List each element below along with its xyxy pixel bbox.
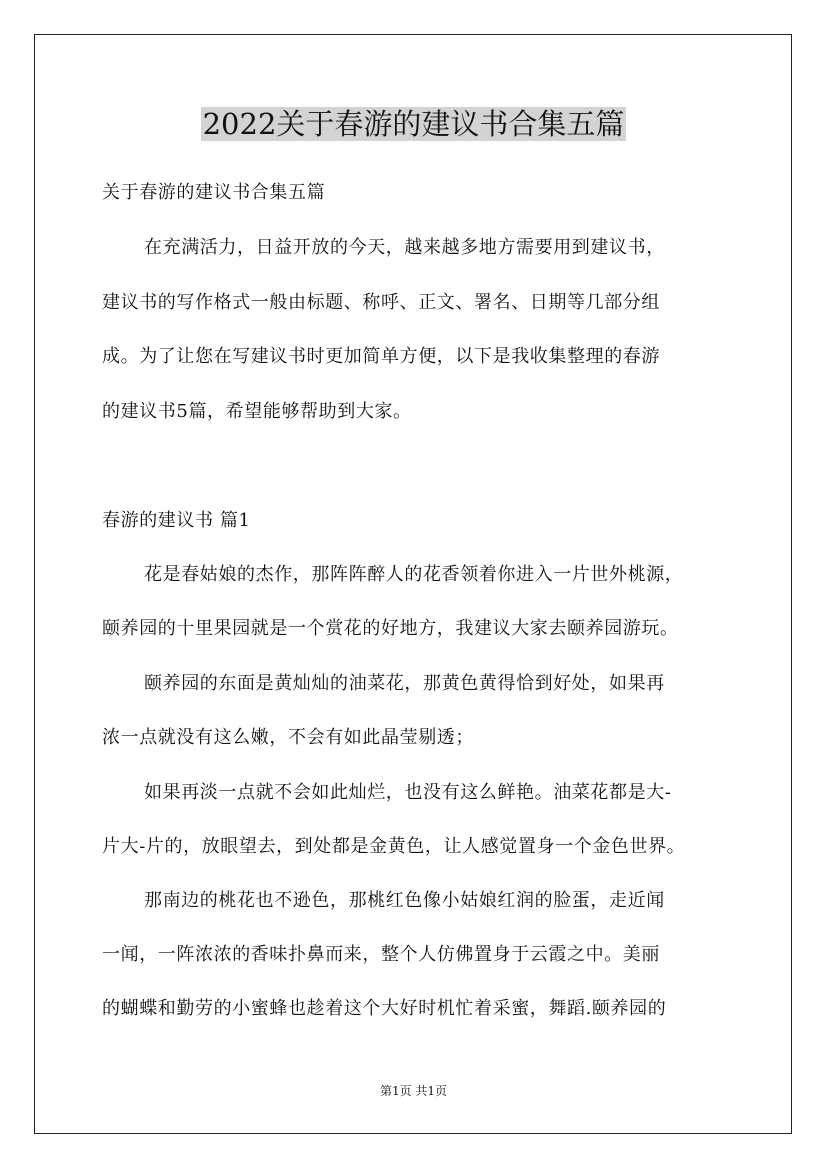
intro-line-1: 在充满活力，日益开放的今天，越来越多地方需要用到建议书，	[144, 237, 665, 258]
intro-line-2: 建议书的写作格式一般由标题、称呼、正文、署名、日期等几部分组	[102, 292, 660, 313]
intro-line-4: 的建议书5篇，希望能够帮助到大家。	[102, 401, 412, 422]
section-heading: 春游的建议书 篇1	[102, 510, 251, 531]
body-line-9: 的蝴蝶和勤劳的小蜜蜂也趁着这个大好时机忙着采蜜，舞蹈.颐养园的	[102, 998, 667, 1019]
body-line-8: 一闻，一阵浓浓的香味扑鼻而来，整个人仿佛置身于云霞之中。美丽	[102, 944, 660, 965]
body-line-5: 如果再淡一点就不会如此灿烂，也没有这么鲜艳。油菜花都是大-	[144, 782, 672, 803]
body-line-2: 颐养园的十里果园就是一个赏花的好地方，我建议大家去颐养园游玩。	[102, 618, 679, 639]
body-line-4: 浓一点就没有这么嫩，不会有如此晶莹剔透；	[102, 727, 474, 748]
intro-line-3: 成。为了让您在写建议书时更加简单方便，以下是我收集整理的春游	[102, 346, 660, 367]
document-title	[0, 100, 827, 148]
document-subtitle: 关于春游的建议书合集五篇	[102, 182, 326, 203]
body-line-3: 颐养园的东面是黄灿灿的油菜花，那黄色黄得恰到好处，如果再	[144, 673, 665, 694]
page-footer: 第1页 共1页	[379, 1084, 448, 1098]
body-line-7: 那南边的桃花也不逊色，那桃红色像小姑娘红润的脸蛋，走近闻	[144, 890, 665, 911]
body-line-1: 花是春姑娘的杰作，那阵阵醉人的花香领着你进入一片世外桃源，	[144, 564, 684, 585]
document-title-text: 2022关于春游的建议书合集五篇	[202, 107, 625, 141]
body-line-6: 片大-片的，放眼望去，到处都是金黄色，让人感觉置身一个金色世界。	[102, 836, 686, 857]
